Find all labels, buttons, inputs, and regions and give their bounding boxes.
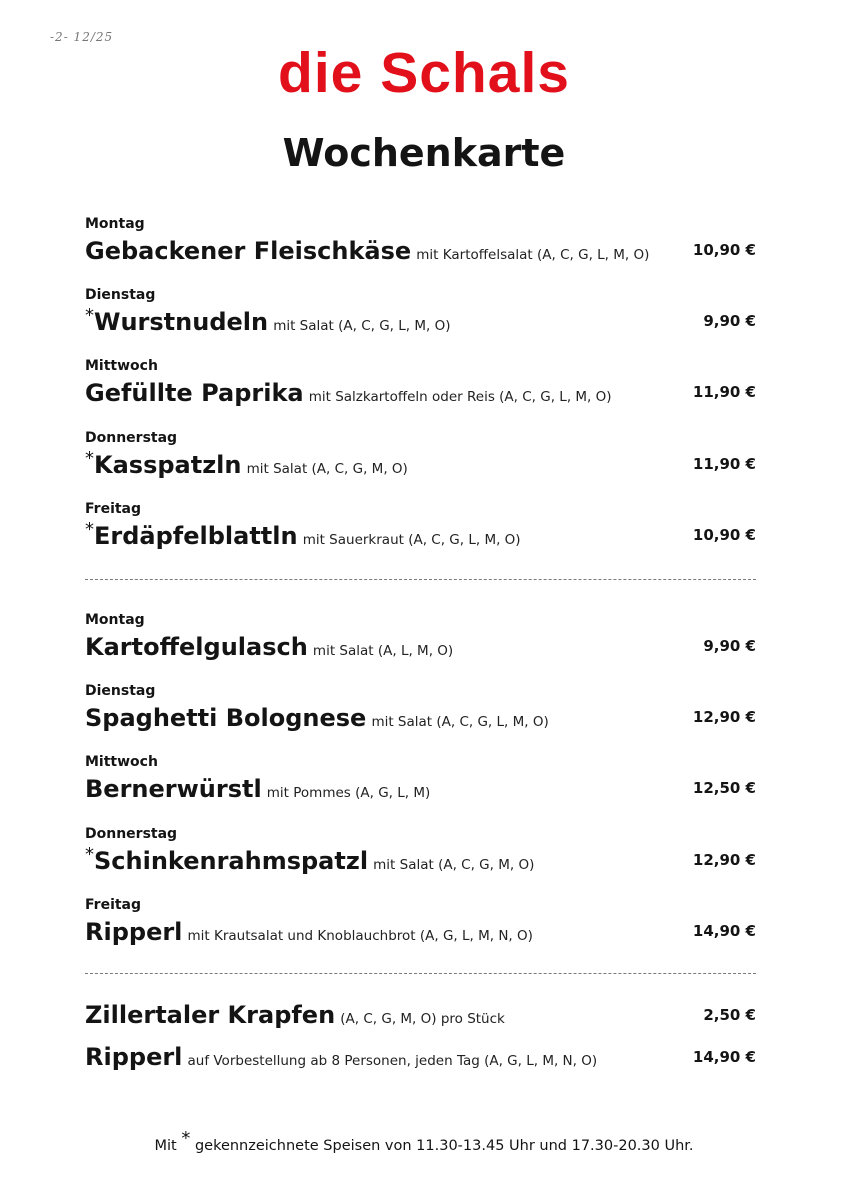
menu-day: Donnerstag — [85, 825, 178, 842]
dish-name: Wurstnudeln — [94, 308, 269, 337]
week-2-menu — [85, 611, 756, 967]
week-1-menu — [85, 215, 756, 571]
menu-item — [85, 429, 756, 500]
dish-description: mit Salat (A, C, G, M, O) — [246, 460, 408, 477]
asterisk-mark: * — [85, 447, 94, 469]
dish-name: Gefüllte Paprika — [85, 379, 304, 408]
dish-name: Spaghetti Bolognese — [85, 704, 367, 733]
section-divider — [85, 973, 756, 974]
dish-price: 2,50 € — [703, 1006, 756, 1024]
dish-description: (A, C, G, M, O) pro Stück — [340, 1011, 505, 1027]
menu-item — [85, 753, 756, 824]
dish-name: Kartoffelgulasch — [85, 633, 308, 661]
dish-name: Bernerwürstl — [85, 775, 262, 804]
menu-item — [85, 825, 756, 896]
menu-item — [85, 286, 756, 357]
dish-name: Schinkenrahmspatzl — [94, 846, 369, 875]
footer-prefix: Mit — [154, 1138, 177, 1154]
dish-description: mit Kartoffelsalat (A, C, G, L, M, O) — [416, 247, 650, 263]
menu-day: Dienstag — [85, 683, 156, 700]
menu-day: Mittwoch — [85, 358, 158, 375]
extra-item — [85, 1041, 756, 1083]
dish-description: mit Salat (A, C, G, L, M, O) — [273, 318, 451, 335]
dish-description: mit Salat (A, C, G, L, M, O) — [371, 714, 549, 731]
dish-price: 11,90 € — [692, 383, 756, 402]
menu-item — [85, 896, 756, 967]
menu-item — [85, 611, 756, 682]
dish-name: Zillertaler Krapfen — [85, 1001, 336, 1029]
dish-name: Ripperl — [85, 1043, 183, 1071]
dish-price: 12,90 € — [692, 708, 756, 727]
footer-text: gekennzeichnete Speisen von 11.30-13.45 Uhr und 17.30-20.30 Uhr. — [194, 1138, 694, 1154]
extras-menu — [85, 999, 756, 1083]
dish-price: 9,90 € — [703, 637, 756, 655]
dish-description: mit Salat (A, C, G, M, O) — [373, 856, 535, 873]
menu-item — [85, 357, 756, 428]
dish-price: 12,50 € — [692, 779, 756, 798]
section-divider — [85, 579, 756, 580]
dish-price: 11,90 € — [692, 454, 756, 473]
dish-price: 9,90 € — [703, 312, 756, 331]
asterisk-mark: * — [85, 518, 94, 540]
dish-description: mit Pommes (A, G, L, M) — [266, 785, 431, 802]
dish-description: mit Krautsalat und Knoblauchbrot (A, G, L, M, N, O) — [187, 927, 533, 944]
dish-description: mit Salat (A, L, M, O) — [312, 643, 454, 659]
dish-description: mit Salzkartoffeln oder Reis (A, C, G, L, M, O) — [308, 389, 612, 406]
asterisk-mark: * — [85, 843, 94, 865]
menu-item — [85, 682, 756, 753]
page-note: -2- 12/25 — [50, 30, 114, 44]
menu-day: Mittwoch — [85, 754, 158, 771]
menu-day: Freitag — [85, 896, 142, 913]
menu-day: Donnerstag — [85, 429, 178, 446]
dish-name: Erdäpfelblattln — [94, 521, 298, 550]
dish-name: Gebackener Fleischkäse — [85, 237, 412, 265]
dish-price: 14,90 € — [692, 921, 756, 940]
page-title: Wochenkarte — [282, 131, 566, 175]
extra-item — [85, 999, 756, 1041]
dish-price: 14,90 € — [692, 1048, 756, 1066]
menu-item — [85, 500, 756, 571]
menu-day: Montag — [85, 216, 145, 232]
dish-price: 12,90 € — [692, 850, 756, 869]
dish-name: Kasspatzln — [94, 450, 242, 479]
menu-day: Montag — [85, 612, 145, 628]
footer-asterisk: * — [181, 1128, 191, 1149]
dish-description: auf Vorbestellung ab 8 Personen, jeden Tag (A, G, L, M, N, O) — [187, 1053, 598, 1069]
brand-logo-text: die Schals — [278, 41, 570, 105]
menu-day: Dienstag — [85, 287, 156, 304]
menu-day: Freitag — [85, 500, 142, 517]
dish-description: mit Sauerkraut (A, C, G, L, M, O) — [302, 531, 521, 548]
dish-name: Ripperl — [85, 917, 183, 946]
dish-price: 10,90 € — [692, 525, 756, 544]
menu-item — [85, 215, 756, 286]
dish-price: 10,90 € — [692, 241, 756, 259]
footer-note — [0, 1128, 848, 1157]
asterisk-mark: * — [85, 305, 94, 327]
